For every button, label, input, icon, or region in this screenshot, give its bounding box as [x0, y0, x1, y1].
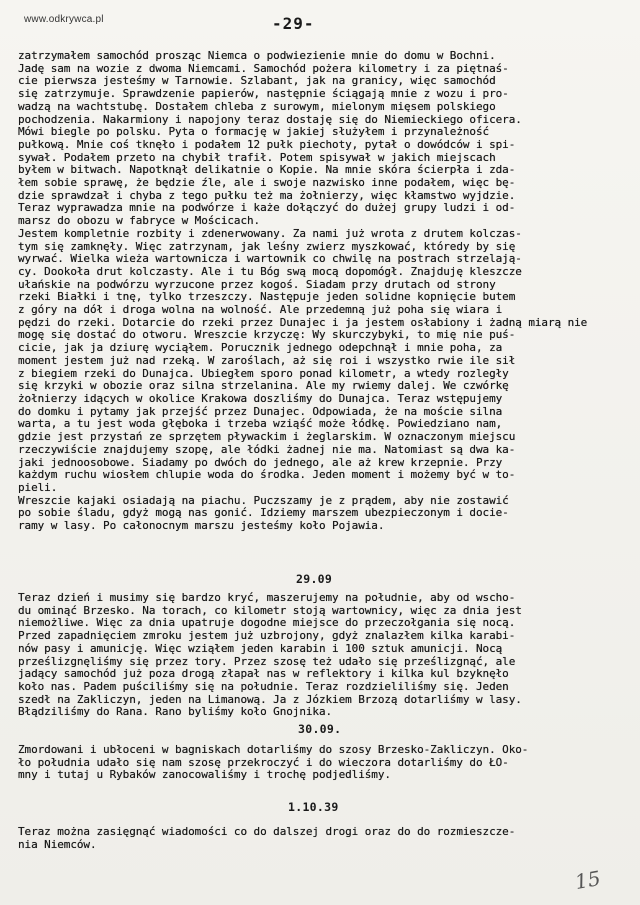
text-line: się krzyki w obozie oraz silna strzelanina. Ale my rwiemy dalej. We czwórkę: [18, 379, 509, 393]
text-line: rzeczywiście znajdujemy szopę, ale łódki żadnej nie ma. Natomiast są dwa ka-: [18, 442, 516, 456]
handwritten-signature: 15: [572, 865, 602, 895]
paragraph-1-10-39: [18, 826, 626, 851]
text-line: z biegiem rzeki do Dunajca. Ubiegłem sporo ponad kilometr, a wtedy rozległy: [18, 366, 509, 380]
date-heading: 30.09.: [298, 722, 342, 736]
text-line: cy. Dookoła drut kolczasty. Ale i tu Bóg swą mocą dopomógł. Znajduję kleszcze: [18, 264, 522, 278]
text-line: Zmordowani i ubłoceni w bagniskach dotarliśmy do szosy Brzesko-Zakliczyn. Oko-: [18, 743, 529, 756]
text-line: z góry na dół i droga wolna na wolność. Ale przedemną już poha się wiara i: [18, 303, 503, 317]
text-line: Wreszcie kajaki osiadają na piachu. Puczszamy je z prądem, aby nie zostawić: [18, 493, 509, 507]
text-line: pędzi do rzeki. Dotarcie do rzeki przez Dunajec i ja jestem osłabiony i żadną miarą nie: [18, 315, 588, 329]
text-line: cie pierwsza jesteśmy w Tarnowie. Szlabant, jak na granicy, więc samochód: [18, 74, 496, 88]
text-line: mogę się dostać do otworu. Wreszcie krzyczę: Wy skurczybyki, to mię nie puś-: [18, 328, 516, 342]
text-line: rzeki Białki i tnę, tylko trzeszczy. Następuje jeden solidne kopnięcie butem: [18, 290, 516, 304]
watermark: www.odkrywca.pl: [24, 14, 104, 25]
text-line: wadzą na wachtstubę. Dostałem chleba z surowym, mielonym mięsem polskiego: [18, 99, 496, 113]
text-line: łem sobie sprawę, że będzie źle, ale i swoje nazwisko inne podałem, więc bę-: [18, 176, 516, 190]
text-line: marsz do obozu w fabryce w Mościcach.: [18, 214, 261, 228]
text-line: Teraz można zasięgnąć wiadomości co do dalszej drogi oraz do do rozmieszcze-: [18, 825, 516, 838]
text-line: sywał. Podałem przeto na chybił trafił. Potem spisywał w jakich miejscach: [18, 150, 496, 164]
text-line: Błądziliśmy do Rana. Rano byliśmy koło Gnojnika.: [18, 705, 333, 719]
text-line: ramy w lasy. Po całonocnym marszu jesteśmy koło Pojawia.: [18, 519, 385, 533]
text-line: każdym ruchu wiosłem chlupie woda do środka. Jeden moment i możemy być w to-: [18, 468, 516, 482]
text-line: się zatrzymuje. Sprawdzenie papierów, następnie ściągają mnie z wozu i pro-: [18, 87, 509, 101]
text-line: nia Niemców.: [18, 837, 97, 851]
paragraph-29-09: [18, 592, 626, 719]
text-line: jaki jednoosobowe. Siadamy po dwóch do jednego, ale aż krew krzepnie. Przy: [18, 455, 503, 469]
paragraph-30-09: [18, 744, 626, 782]
text-line: pieli.: [18, 480, 58, 494]
text-line: po sobie śladu, gdyż mogą nas gonić. Idziemy marszem ubezpieczonym i docie-: [18, 506, 509, 520]
text-line: ułańskie na podwórzu wyrzucone przez kogoś. Siadam przy drutach od strony: [18, 277, 496, 291]
text-line: pochodzenia. Nakarmiony i napojony teraz dostaję się do Niemieckiego oficera.: [18, 112, 522, 126]
text-line: Przed zapadnięciem zmroku jestem już uzbrojony, gdyż znalazłem kilka karabi-: [18, 629, 516, 643]
date-heading: 1.10.39: [288, 800, 339, 814]
text-line: Teraz dzień i musimy się bardzo kryć, maszerujemy na południe, aby od wscho-: [18, 591, 516, 604]
text-line: warta, a tu jest woda głęboka i trzeba wziąść może łódkę. Powiedziano nam,: [18, 417, 503, 431]
text-line: gdzie jest przystań ze sprzętem pływackim i żeglarskim. W oznaczonym miejscu: [18, 430, 516, 444]
text-line: prześlizgnęliśmy się przez tory. Przez szosę też udało się prześlizgnąć, ale: [18, 654, 516, 668]
text-line: cicie, jak ja dziurę wyciąłem. Porucznik jednego odepchnął i mnie poha, za: [18, 341, 503, 355]
text-line: nów pasy i amunicję. Więc wziąłem jeden karabin i 100 sztuk amunicji. Nocą: [18, 641, 503, 655]
text-line: du ominąć Brzesko. Na torach, co kilometr stoją wartownicy, więc za dnia jest: [18, 603, 522, 617]
text-line: pułkową. Mnie coś tknęło i podałem 12 pułk piechoty, pytał o dowódców i spi-: [18, 137, 516, 151]
text-line: niemożliwe. Więc za dnia upatruje dogodne miejsce do przeczołgania się nocą.: [18, 616, 516, 630]
text-line: Jestem kompletnie rozbity i zdenerwowany. Za nami już wrota z drutem kolczas-: [18, 226, 522, 240]
text-line: koło nas. Padem puściliśmy się na południe. Teraz rozdzieliliśmy się. Jeden: [18, 679, 509, 693]
text-line: zatrzymałem samochód prosząc Niemca o podwiezienie mnie do domu w Bochni.: [18, 49, 496, 62]
text-line: szedł na Zakliczyn, jeden na Limanową. Ja z Józkiem Brzozą dotarliśmy w lasy.: [18, 692, 522, 706]
text-line: żołnierzy idących w okolice Krakowa doszliśmy do Dunajca. Teraz wstępujemy: [18, 391, 503, 405]
page-number: -29-: [272, 14, 315, 33]
text-line: Mówi biegle po polsku. Pyta o formację w jakiej służyłem i przynależność: [18, 125, 490, 139]
text-line: Jadę sam na wozie z dwoma Niemcami. Samochód pożera kilometry i za piętnaś-: [18, 61, 509, 75]
text-line: jadący samochód już poza drogą złapał nas w reflektory i kilka kul bzyknęło: [18, 667, 509, 681]
text-line: wyrwać. Wielka wieża wartownicza i wartownik co chwilę na postrach strzelają-: [18, 252, 522, 266]
date-heading: 29.09: [296, 572, 333, 586]
text-line: do domku i pytamy jak przejść przez Dunajec. Odpowiada, że na moście silna: [18, 404, 503, 418]
text-line: mny i tutaj u Rybaków zanocowaliśmy i trochę podjedliśmy.: [18, 768, 391, 782]
text-line: moment jestem już nad rzeką. W zaroślach, aż się roi i wszystko rwie ile sił: [18, 353, 516, 367]
text-line: tym się zamknęły. Więc zatrzynam, jak leśny zwierz myszkować, któredy by się: [18, 239, 516, 253]
text-line: ło południa udało się nam szosę przekroczyć i do wieczora dotarliśmy do ŁO-: [18, 755, 509, 769]
main-paragraph: [18, 50, 626, 533]
text-line: dzie sprawdzał i chyba z tego pułku też ma żołnierzy, więc kłamstwo wyjdzie.: [18, 188, 516, 202]
text-line: Teraz wyprawadza mnie na podwórze i każe dołączyć do dużej grupy ludzi i od-: [18, 201, 516, 215]
text-line: byłem w bitwach. Napotknął delikatnie o Kopie. Na mnie skóra ścierpła i zda-: [18, 163, 516, 177]
